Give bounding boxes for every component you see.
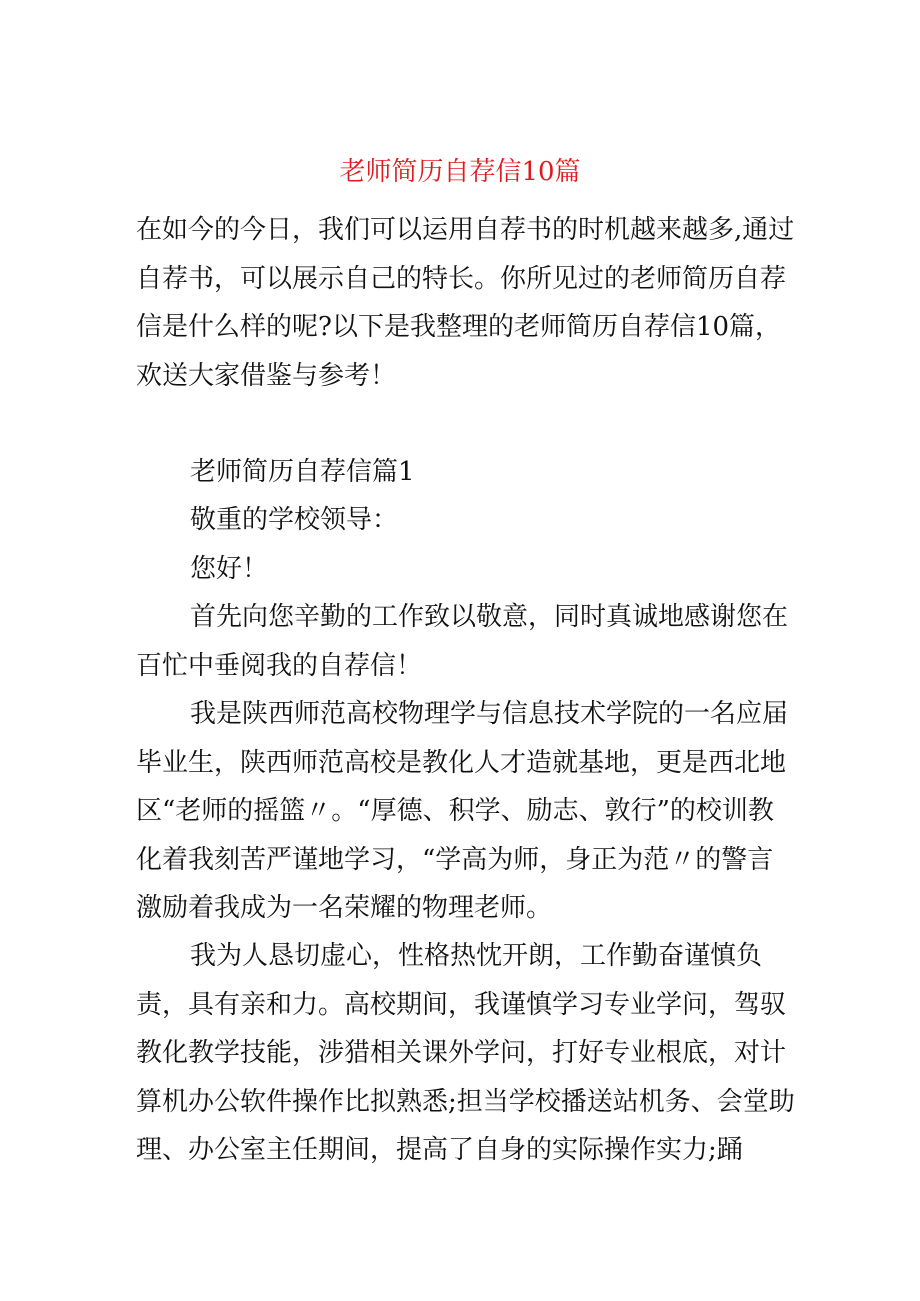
letter-heading: 老师简历自荐信篇1	[190, 457, 415, 487]
letter-greeting: 您好！	[190, 554, 269, 584]
letter-salutation: 敬重的学校领导：	[190, 505, 399, 535]
body-paragraph-3: 我为人恳切虚心，性格热忱开朗，工作勤奋谨慎负责，具有亲和力。高校期间，我谨慎学习专业学问，驾驭教化教学技能，涉猎相关课外学问，打好专业根底，对计算机办公软件操作比拟熟悉;担当学校播送站机务、会堂助理、办公室主任期间，提高了自身的实际操作实力;踊	[136, 941, 795, 1165]
body-paragraph-1: 首先向您辛勤的工作致以敬意，同时真诚地感谢您在百忙中垂阅我的自荐信！	[136, 602, 789, 681]
intro-paragraph: 在如今的今日，我们可以运用自荐书的时机越来越多,通过自荐书，可以展示自己的特长。你所见过的老师简历自荐信是什么样的呢?以下是我整理的老师简历自荐信10篇，欢送大家借鉴与参考！	[136, 215, 795, 391]
document-title: 老师简历自荐信10篇	[339, 157, 581, 187]
body-paragraph-2: 我是陕西师范高校物理学与信息技术学院的一名应届毕业生，陕西师范高校是教化人才造就基地，更是西北地区“老师的摇篮〃。“厚德、积学、励志、敦行”的校训教化着我刻苦严谨地学习，“学高为师，身正为范〃的警言激励着我成为一名荣耀的物理老师。	[136, 699, 789, 923]
